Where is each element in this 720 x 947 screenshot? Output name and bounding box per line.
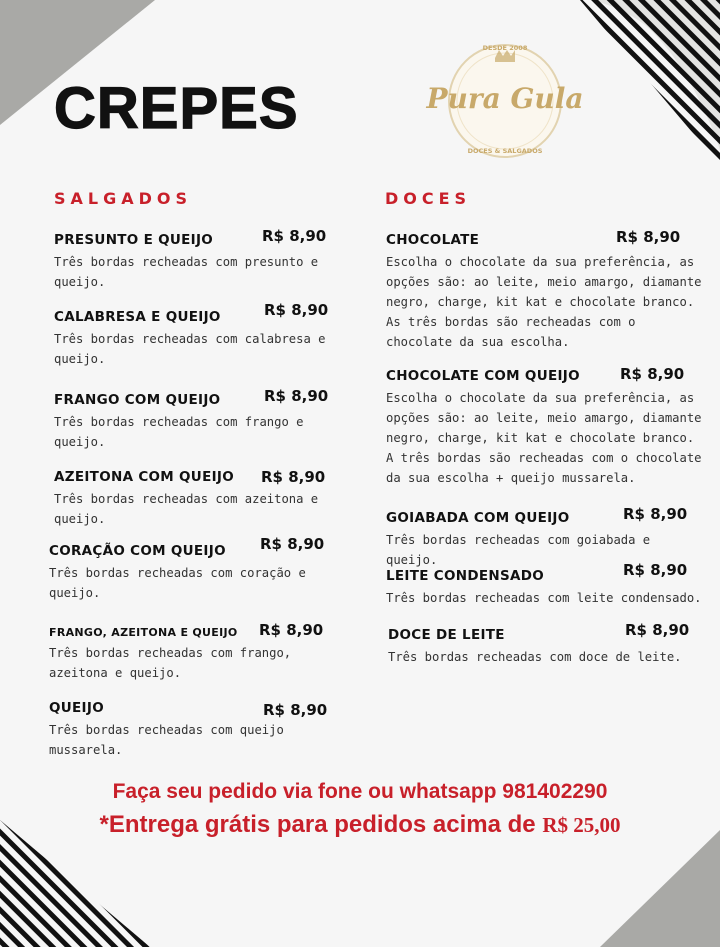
pura-gula-logo <box>415 36 595 166</box>
menu-item <box>386 365 706 488</box>
item-description: Três bordas recheadas com goiabada e queijo. <box>386 533 651 567</box>
menu-item <box>49 700 329 760</box>
item-name: GOIABADA COM QUEIJO <box>386 510 570 526</box>
item-description: Três bordas recheadas com azeitona e queijo. <box>54 492 319 526</box>
menu-item <box>388 621 706 667</box>
item-price: R$ 8,90 <box>260 535 325 553</box>
logo-top-text: DESDE 2008 <box>482 44 528 52</box>
item-price: R$ 8,90 <box>625 621 690 639</box>
delivery-text: *Entrega grátis para pedidos acima de <box>99 811 536 838</box>
section-salgados-heading: SALGADOS <box>54 189 193 208</box>
logo-name: Pura Gula <box>426 82 584 115</box>
item-price: R$ 8,90 <box>259 621 324 639</box>
item-name: LEITE CONDENSADO <box>386 568 545 584</box>
item-price: R$ 8,90 <box>620 365 685 383</box>
item-name: FRANGO COM QUEIJO <box>54 392 221 408</box>
item-description: Escolha o chocolate da sua preferência, as opções são: ao leite, meio amargo, diamante negro, charge, kit kat e chocolate branco. As três bordas são recheadas com o chocolate da sua escolha. <box>386 255 702 349</box>
item-name: CORAÇÃO COM QUEIJO <box>49 543 226 559</box>
menu-item <box>54 301 329 369</box>
stripes-bottom-left <box>0 820 155 947</box>
corner-triangle-bottom-right <box>600 830 720 947</box>
item-description: Três bordas recheadas com calabresa e queijo. <box>54 332 326 366</box>
item-name: AZEITONA COM QUEIJO <box>54 469 235 485</box>
page-title: CREPES <box>54 76 299 141</box>
order-text: Faça seu pedido via fone ou whatsapp 981402290 <box>112 780 608 803</box>
item-price: R$ 8,90 <box>261 468 326 486</box>
menu-item <box>54 387 329 452</box>
item-description: Três bordas recheadas com coração e queijo. <box>49 566 306 600</box>
menu-item <box>49 621 329 683</box>
delivery-minimum: R$ 25,00 <box>542 813 621 837</box>
item-description: Três bordas recheadas com queijo mussarela. <box>49 723 284 757</box>
item-price: R$ 8,90 <box>262 227 327 245</box>
menu-item <box>54 469 329 529</box>
item-description: Três bordas recheadas com doce de leite. <box>388 650 682 664</box>
menu-item <box>386 561 706 608</box>
section-doces-heading: DOCES <box>385 189 472 208</box>
item-description: Três bordas recheadas com presunto e queijo. <box>54 255 319 289</box>
item-name: QUEIJO <box>49 700 104 716</box>
item-price: R$ 8,90 <box>264 387 329 405</box>
item-price: R$ 8,90 <box>264 301 329 319</box>
item-price: R$ 8,90 <box>623 505 688 523</box>
item-name: DOCE DE LEITE <box>388 627 505 643</box>
item-description: Três bordas recheadas com frango e queijo. <box>54 415 304 449</box>
item-name: CALABRESA E QUEIJO <box>54 309 221 325</box>
item-description: Escolha o chocolate da sua preferência, as opções são: ao leite, meio amargo, diamante negro, charge, kit kat e chocolate branco. A três bordas são recheadas com o chocolate da sua escolha + queijo mussarela. <box>386 391 702 485</box>
delivery-line <box>0 811 720 839</box>
menu-item <box>49 535 329 603</box>
item-name: PRESUNTO E QUEIJO <box>54 232 214 248</box>
menu-item <box>386 228 706 352</box>
item-price: R$ 8,90 <box>263 701 328 719</box>
item-name: FRANGO, AZEITONA E QUEIJO <box>49 626 238 639</box>
item-name: CHOCOLATE <box>386 232 480 248</box>
logo-bottom-text: DOCES & SALGADOS <box>467 147 543 155</box>
item-price: R$ 8,90 <box>623 561 688 579</box>
item-description: Três bordas recheadas com leite condensado. <box>386 591 702 605</box>
item-description: Três bordas recheadas com frango, azeitona e queijo. <box>49 646 292 680</box>
order-line <box>0 780 720 804</box>
item-name: CHOCOLATE COM QUEIJO <box>386 368 580 384</box>
item-price: R$ 8,90 <box>616 228 681 246</box>
menu-item <box>54 227 329 292</box>
